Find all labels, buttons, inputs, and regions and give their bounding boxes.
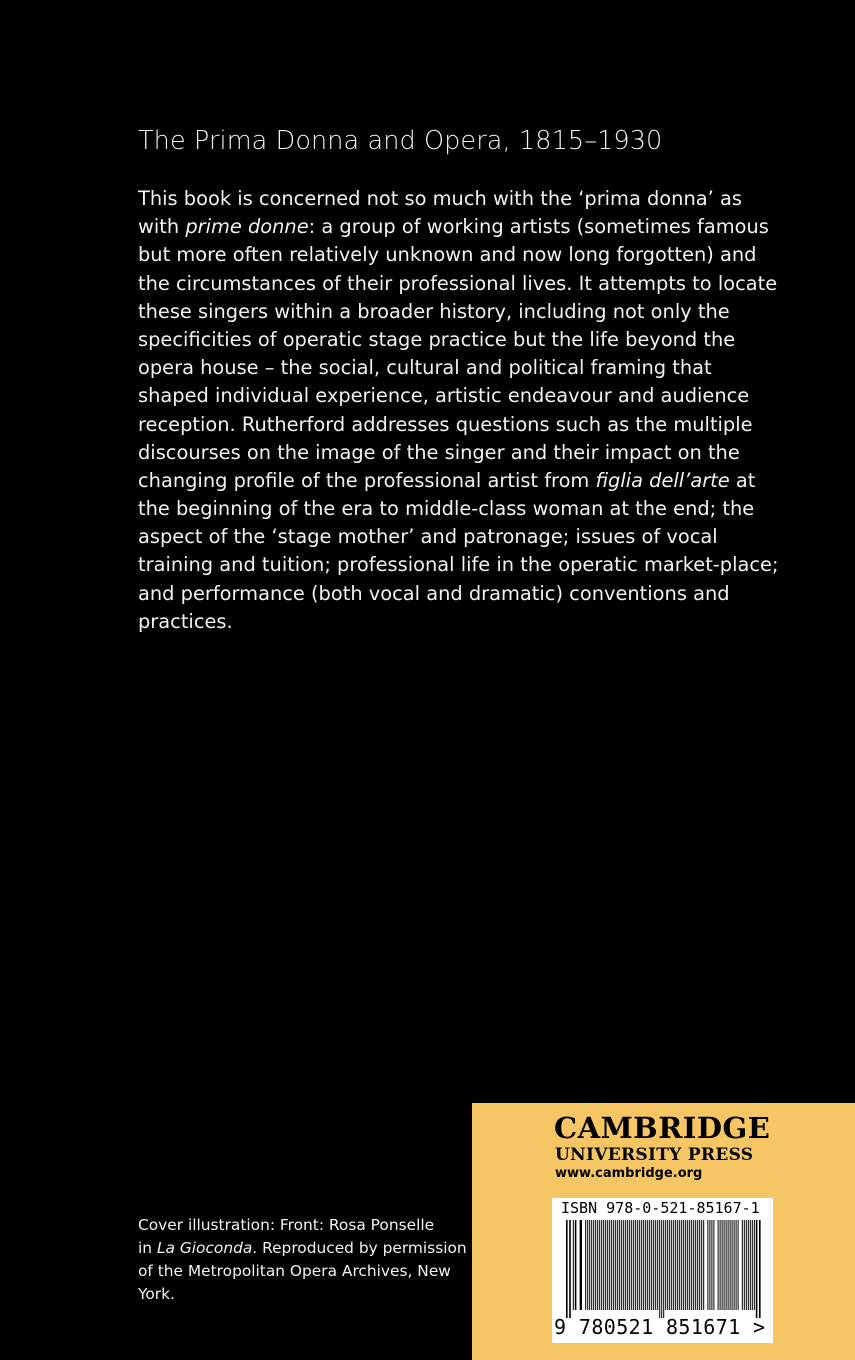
- barcode-bar: [681, 1220, 682, 1310]
- barcode-bar: [573, 1220, 574, 1310]
- barcode-bar: [635, 1220, 636, 1310]
- barcode-bar: [732, 1220, 733, 1310]
- description-line: practices.: [138, 609, 233, 633]
- description-line: reception. Rutherford addresses questions such as the multiple: [138, 412, 753, 436]
- publisher-panel: [472, 1103, 855, 1360]
- barcode-bar: [631, 1220, 632, 1310]
- description-line: This book is concerned not so much with the ‘prima donna’ as: [138, 187, 742, 210]
- description-line: opera house – the social, cultural and political framing that: [138, 356, 712, 380]
- barcode-bar: [703, 1220, 704, 1310]
- book-title: The Prima Donna and Opera, 1815–1930: [138, 126, 663, 156]
- barcode-bar: [759, 1220, 761, 1318]
- credit-line: of the Metropolitan Opera Archives, New: [138, 1262, 451, 1280]
- barcode-bar: [754, 1220, 755, 1310]
- barcode-bar: [615, 1220, 616, 1310]
- barcode-bars: [564, 1220, 764, 1318]
- barcode-bar: [575, 1220, 577, 1310]
- credit-line: in La Gioconda. Reproduced by permission: [138, 1239, 467, 1257]
- barcode-bar: [677, 1220, 678, 1310]
- description-line: discourses on the image of the singer and their impact on the: [138, 440, 740, 464]
- barcode-digits: 9 780521 851671 >: [554, 1315, 766, 1339]
- barcode-bar: [701, 1220, 702, 1310]
- barcode-bar: [605, 1220, 606, 1310]
- barcode-bar: [607, 1220, 608, 1310]
- barcode-bar: [566, 1220, 568, 1318]
- publisher-logo: [554, 1111, 770, 1183]
- barcode-bar: [673, 1220, 674, 1310]
- book-description: [138, 185, 779, 636]
- credit-line: Cover illustration: Front: Rosa Ponselle: [138, 1216, 435, 1234]
- description-line: the circumstances of their professional lives. It attempts to locate: [138, 271, 778, 295]
- barcode-bar: [738, 1220, 739, 1310]
- barcode-bar: [687, 1220, 688, 1310]
- cover-illustration-credit: [138, 1214, 467, 1306]
- barcode-bar: [597, 1220, 598, 1310]
- barcode-bar: [669, 1220, 670, 1310]
- barcode-bar: [709, 1220, 710, 1310]
- barcode-bar: [623, 1220, 624, 1310]
- barcode-bar: [655, 1220, 656, 1310]
- barcode-bar: [736, 1220, 737, 1310]
- barcode-bar: [653, 1220, 654, 1310]
- barcode-bar: [746, 1220, 747, 1310]
- barcode-bar: [730, 1220, 731, 1310]
- barcode-bar: [603, 1220, 604, 1310]
- barcode-bar: [587, 1220, 588, 1310]
- barcode-bar: [720, 1220, 721, 1310]
- barcode-bar: [713, 1220, 714, 1310]
- barcode-bar: [591, 1220, 592, 1310]
- barcode-bar: [613, 1220, 614, 1310]
- barcode-bar: [617, 1220, 618, 1310]
- barcode-bar: [671, 1220, 672, 1310]
- barcode-bar: [667, 1220, 668, 1310]
- publisher-url: www.cambridge.org: [555, 1166, 703, 1181]
- barcode-bar: [643, 1220, 644, 1310]
- barcode-bar: [621, 1220, 622, 1310]
- description-line: changing profile of the professional artist from figlia dell’arte at: [138, 468, 756, 492]
- barcode-bar: [580, 1220, 582, 1310]
- barcode-bar: [689, 1220, 690, 1310]
- barcode-bar: [683, 1220, 684, 1310]
- barcode-bar: [599, 1220, 600, 1310]
- barcode-bar: [663, 1220, 664, 1318]
- barcode-bar: [645, 1220, 646, 1310]
- publisher-subtitle: UNIVERSITY PRESS: [555, 1145, 754, 1165]
- description-line: shaped individual experience, artistic endeavour and audience: [138, 384, 750, 408]
- publisher-name: CAMBRIDGE: [554, 1111, 771, 1145]
- barcode-bar: [699, 1220, 700, 1310]
- barcode-bar: [750, 1220, 751, 1310]
- isbn-label: ISBN 978-0-521-85167-1: [561, 1199, 760, 1217]
- barcode-bar: [685, 1220, 686, 1310]
- barcode-bar: [641, 1220, 642, 1310]
- barcode-bar: [722, 1220, 723, 1310]
- barcode-bar: [718, 1220, 719, 1310]
- description-line: with prime donne: a group of working artists (sometimes famous: [138, 215, 769, 239]
- description-line: specificities of operatic stage practice but the life beyond the: [138, 327, 736, 351]
- isbn-barcode: [552, 1198, 773, 1343]
- barcode-bar: [726, 1220, 727, 1310]
- barcode-bar: [639, 1220, 640, 1310]
- description-line: training and tuition; professional life in the operatic market-place;: [138, 553, 779, 577]
- barcode-bar: [711, 1220, 712, 1310]
- description-line: aspect of the ‘stage mother’ and patronage; issues of vocal: [138, 525, 718, 549]
- barcode-bar: [752, 1220, 753, 1310]
- barcode-bar: [679, 1220, 680, 1310]
- barcode-bar: [659, 1220, 660, 1318]
- barcode-bar: [756, 1220, 758, 1318]
- barcode-bar: [661, 1220, 662, 1318]
- barcode-bar: [649, 1220, 650, 1310]
- barcode-bar: [742, 1220, 743, 1310]
- barcode-bar: [695, 1220, 696, 1310]
- barcode-bar: [734, 1220, 735, 1310]
- description-line: the beginning of the era to middle-class woman at the end; the: [138, 497, 755, 521]
- barcode-bar: [629, 1220, 630, 1310]
- barcode-bar: [625, 1220, 626, 1310]
- barcode-bar: [619, 1220, 620, 1310]
- barcode-bar: [697, 1220, 698, 1310]
- barcode-bar: [651, 1220, 652, 1310]
- barcode-bar: [609, 1220, 610, 1310]
- barcode-bar: [637, 1220, 638, 1310]
- barcode-bar: [744, 1220, 745, 1310]
- description-line: but more often relatively unknown and now long forgotten) and: [138, 243, 757, 267]
- credit-line: York.: [138, 1285, 175, 1303]
- barcode-bar: [627, 1220, 628, 1310]
- barcode-bar: [693, 1220, 694, 1310]
- barcode-bar: [707, 1220, 708, 1310]
- barcode-bar: [595, 1220, 596, 1310]
- barcode-bar: [728, 1220, 729, 1310]
- barcode-bar: [611, 1220, 612, 1310]
- barcode-bar: [601, 1220, 602, 1310]
- barcode-bar: [724, 1220, 725, 1310]
- barcode-bar: [569, 1220, 571, 1318]
- barcode-bar: [691, 1220, 692, 1310]
- barcode-bar: [748, 1220, 749, 1310]
- description-line: these singers within a broader history, including not only the: [138, 299, 730, 323]
- barcode-bar: [675, 1220, 676, 1310]
- barcode-bar: [657, 1220, 658, 1310]
- barcode-bar: [647, 1220, 648, 1310]
- barcode-bar: [589, 1220, 590, 1310]
- barcode-bar: [665, 1220, 666, 1310]
- barcode-bar: [585, 1220, 586, 1310]
- barcode-bar: [633, 1220, 634, 1310]
- description-line: and performance (both vocal and dramatic) conventions and: [138, 581, 730, 605]
- barcode-bar: [593, 1220, 594, 1310]
